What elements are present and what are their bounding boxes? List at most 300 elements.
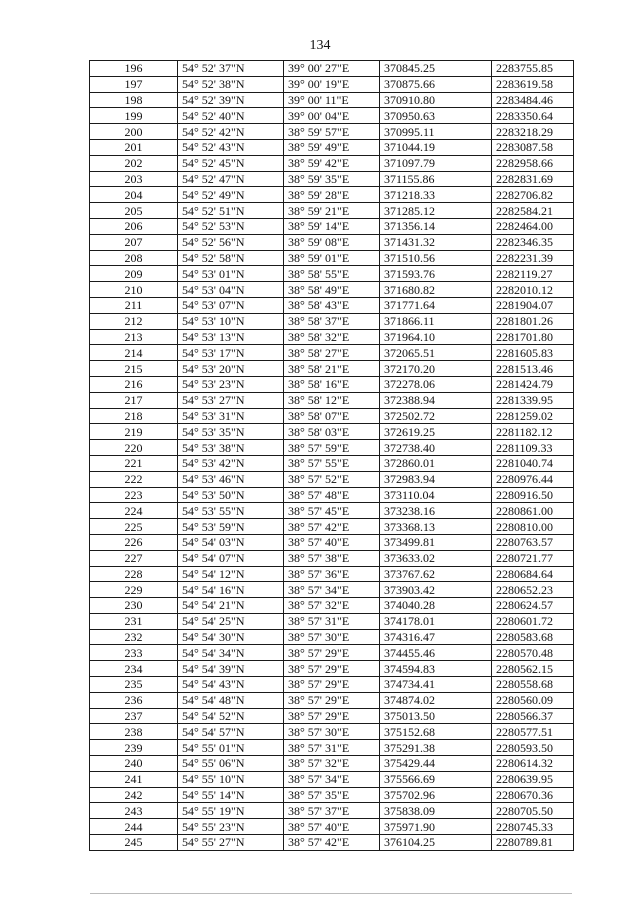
point-number-cell: 205 [90, 203, 178, 219]
table-row [90, 471, 574, 487]
y-coordinate-cell: 2280810.00 [492, 519, 574, 535]
x-coordinate-cell: 374316.47 [380, 629, 492, 645]
x-coordinate-cell: 372278.06 [380, 376, 492, 392]
x-coordinate-cell: 371866.11 [380, 313, 492, 329]
coordinates-table [89, 60, 574, 851]
y-coordinate-cell: 2280614.32 [492, 756, 574, 772]
latitude-cell: 54° 52' 39"N [178, 92, 284, 108]
longitude-cell: 38° 58' 03"E [284, 424, 380, 440]
table-row [90, 645, 574, 661]
y-coordinate-cell: 2280745.33 [492, 819, 574, 835]
point-number-cell: 242 [90, 787, 178, 803]
point-number-cell: 206 [90, 218, 178, 234]
y-coordinate-cell: 2281605.83 [492, 345, 574, 361]
x-coordinate-cell: 372502.72 [380, 408, 492, 424]
longitude-cell: 38° 57' 40"E [284, 819, 380, 835]
table-row [90, 408, 574, 424]
x-coordinate-cell: 372170.20 [380, 361, 492, 377]
table-row [90, 313, 574, 329]
y-coordinate-cell: 2280566.37 [492, 708, 574, 724]
x-coordinate-cell: 372983.94 [380, 471, 492, 487]
latitude-cell: 54° 53' 07"N [178, 297, 284, 313]
latitude-cell: 54° 52' 56"N [178, 234, 284, 250]
point-number-cell: 229 [90, 582, 178, 598]
point-number-cell: 226 [90, 534, 178, 550]
longitude-cell: 38° 57' 29"E [284, 708, 380, 724]
table-row [90, 613, 574, 629]
y-coordinate-cell: 2281513.46 [492, 361, 574, 377]
latitude-cell: 54° 53' 17"N [178, 345, 284, 361]
y-coordinate-cell: 2280916.50 [492, 487, 574, 503]
x-coordinate-cell: 373903.42 [380, 582, 492, 598]
x-coordinate-cell: 373110.04 [380, 487, 492, 503]
x-coordinate-cell: 371431.32 [380, 234, 492, 250]
x-coordinate-cell: 371285.12 [380, 203, 492, 219]
longitude-cell: 38° 59' 14"E [284, 218, 380, 234]
longitude-cell: 38° 59' 57"E [284, 124, 380, 140]
latitude-cell: 54° 53' 55"N [178, 503, 284, 519]
x-coordinate-cell: 371964.10 [380, 329, 492, 345]
longitude-cell: 38° 57' 59"E [284, 440, 380, 456]
x-coordinate-cell: 370910.80 [380, 92, 492, 108]
y-coordinate-cell: 2282346.35 [492, 234, 574, 250]
point-number-cell: 237 [90, 708, 178, 724]
table-row [90, 76, 574, 92]
point-number-cell: 216 [90, 376, 178, 392]
bottom-rule [90, 893, 572, 894]
latitude-cell: 54° 54' 34"N [178, 645, 284, 661]
latitude-cell: 54° 55' 19"N [178, 803, 284, 819]
latitude-cell: 54° 54' 52"N [178, 708, 284, 724]
latitude-cell: 54° 54' 12"N [178, 566, 284, 582]
x-coordinate-cell: 370995.11 [380, 124, 492, 140]
point-number-cell: 232 [90, 629, 178, 645]
x-coordinate-cell: 372065.51 [380, 345, 492, 361]
latitude-cell: 54° 55' 27"N [178, 835, 284, 851]
longitude-cell: 38° 57' 29"E [284, 677, 380, 693]
latitude-cell: 54° 53' 23"N [178, 376, 284, 392]
y-coordinate-cell: 2280577.51 [492, 724, 574, 740]
point-number-cell: 234 [90, 661, 178, 677]
longitude-cell: 38° 59' 21"E [284, 203, 380, 219]
table-row [90, 519, 574, 535]
longitude-cell: 38° 57' 32"E [284, 598, 380, 614]
x-coordinate-cell: 371044.19 [380, 139, 492, 155]
longitude-cell: 38° 57' 52"E [284, 471, 380, 487]
point-number-cell: 212 [90, 313, 178, 329]
y-coordinate-cell: 2281424.79 [492, 376, 574, 392]
table-row [90, 282, 574, 298]
table-row [90, 740, 574, 756]
point-number-cell: 210 [90, 282, 178, 298]
longitude-cell: 38° 57' 55"E [284, 455, 380, 471]
point-number-cell: 220 [90, 440, 178, 456]
x-coordinate-cell: 371771.64 [380, 297, 492, 313]
x-coordinate-cell: 370950.63 [380, 108, 492, 124]
x-coordinate-cell: 370845.25 [380, 61, 492, 77]
y-coordinate-cell: 2280861.00 [492, 503, 574, 519]
latitude-cell: 54° 52' 43"N [178, 139, 284, 155]
y-coordinate-cell: 2282706.82 [492, 187, 574, 203]
point-number-cell: 233 [90, 645, 178, 661]
x-coordinate-cell: 372860.01 [380, 455, 492, 471]
point-number-cell: 221 [90, 455, 178, 471]
longitude-cell: 38° 57' 42"E [284, 835, 380, 851]
latitude-cell: 54° 52' 47"N [178, 171, 284, 187]
point-number-cell: 214 [90, 345, 178, 361]
y-coordinate-cell: 2283484.46 [492, 92, 574, 108]
longitude-cell: 38° 59' 35"E [284, 171, 380, 187]
latitude-cell: 54° 53' 13"N [178, 329, 284, 345]
latitude-cell: 54° 53' 01"N [178, 266, 284, 282]
longitude-cell: 38° 57' 42"E [284, 519, 380, 535]
table-row [90, 629, 574, 645]
point-number-cell: 208 [90, 250, 178, 266]
longitude-cell: 38° 57' 31"E [284, 740, 380, 756]
latitude-cell: 54° 53' 31"N [178, 408, 284, 424]
latitude-cell: 54° 54' 30"N [178, 629, 284, 645]
table-row [90, 582, 574, 598]
longitude-cell: 39° 00' 04"E [284, 108, 380, 124]
longitude-cell: 38° 58' 37"E [284, 313, 380, 329]
table-row [90, 440, 574, 456]
longitude-cell: 38° 58' 12"E [284, 392, 380, 408]
y-coordinate-cell: 2281701.80 [492, 329, 574, 345]
longitude-cell: 38° 57' 30"E [284, 629, 380, 645]
table-row [90, 187, 574, 203]
y-coordinate-cell: 2280652.23 [492, 582, 574, 598]
latitude-cell: 54° 52' 49"N [178, 187, 284, 203]
point-number-cell: 241 [90, 771, 178, 787]
latitude-cell: 54° 53' 10"N [178, 313, 284, 329]
y-coordinate-cell: 2280624.57 [492, 598, 574, 614]
point-number-cell: 213 [90, 329, 178, 345]
table-row [90, 787, 574, 803]
table-row [90, 171, 574, 187]
table-row [90, 392, 574, 408]
y-coordinate-cell: 2281904.07 [492, 297, 574, 313]
point-number-cell: 230 [90, 598, 178, 614]
longitude-cell: 38° 59' 49"E [284, 139, 380, 155]
x-coordinate-cell: 374040.28 [380, 598, 492, 614]
table-row [90, 329, 574, 345]
latitude-cell: 54° 53' 46"N [178, 471, 284, 487]
latitude-cell: 54° 52' 37"N [178, 61, 284, 77]
longitude-cell: 38° 57' 34"E [284, 771, 380, 787]
table-row [90, 218, 574, 234]
point-number-cell: 207 [90, 234, 178, 250]
table-row [90, 376, 574, 392]
latitude-cell: 54° 55' 10"N [178, 771, 284, 787]
table-row [90, 803, 574, 819]
y-coordinate-cell: 2281040.74 [492, 455, 574, 471]
table-row [90, 724, 574, 740]
x-coordinate-cell: 375152.68 [380, 724, 492, 740]
y-coordinate-cell: 2280562.15 [492, 661, 574, 677]
latitude-cell: 54° 53' 27"N [178, 392, 284, 408]
latitude-cell: 54° 53' 42"N [178, 455, 284, 471]
y-coordinate-cell: 2283350.64 [492, 108, 574, 124]
y-coordinate-cell: 2283218.29 [492, 124, 574, 140]
table-row [90, 139, 574, 155]
longitude-cell: 38° 58' 49"E [284, 282, 380, 298]
latitude-cell: 54° 52' 53"N [178, 218, 284, 234]
y-coordinate-cell: 2280583.68 [492, 629, 574, 645]
x-coordinate-cell: 375429.44 [380, 756, 492, 772]
y-coordinate-cell: 2283087.58 [492, 139, 574, 155]
x-coordinate-cell: 375702.96 [380, 787, 492, 803]
y-coordinate-cell: 2280570.48 [492, 645, 574, 661]
table-row [90, 124, 574, 140]
y-coordinate-cell: 2281109.33 [492, 440, 574, 456]
latitude-cell: 54° 54' 57"N [178, 724, 284, 740]
y-coordinate-cell: 2281339.95 [492, 392, 574, 408]
table-row [90, 677, 574, 693]
point-number-cell: 231 [90, 613, 178, 629]
longitude-cell: 38° 57' 38"E [284, 550, 380, 566]
longitude-cell: 38° 59' 42"E [284, 155, 380, 171]
point-number-cell: 201 [90, 139, 178, 155]
latitude-cell: 54° 52' 42"N [178, 124, 284, 140]
x-coordinate-cell: 374874.02 [380, 692, 492, 708]
point-number-cell: 223 [90, 487, 178, 503]
table-row [90, 598, 574, 614]
longitude-cell: 38° 57' 40"E [284, 534, 380, 550]
table-row [90, 534, 574, 550]
y-coordinate-cell: 2281182.12 [492, 424, 574, 440]
x-coordinate-cell: 375838.09 [380, 803, 492, 819]
latitude-cell: 54° 53' 04"N [178, 282, 284, 298]
latitude-cell: 54° 54' 21"N [178, 598, 284, 614]
point-number-cell: 196 [90, 61, 178, 77]
latitude-cell: 54° 52' 38"N [178, 76, 284, 92]
point-number-cell: 238 [90, 724, 178, 740]
y-coordinate-cell: 2282958.66 [492, 155, 574, 171]
x-coordinate-cell: 374594.83 [380, 661, 492, 677]
table-row [90, 835, 574, 851]
x-coordinate-cell: 371680.82 [380, 282, 492, 298]
point-number-cell: 211 [90, 297, 178, 313]
table-row [90, 503, 574, 519]
y-coordinate-cell: 2280601.72 [492, 613, 574, 629]
y-coordinate-cell: 2282010.12 [492, 282, 574, 298]
point-number-cell: 225 [90, 519, 178, 535]
y-coordinate-cell: 2280976.44 [492, 471, 574, 487]
longitude-cell: 38° 58' 55"E [284, 266, 380, 282]
x-coordinate-cell: 373499.81 [380, 534, 492, 550]
latitude-cell: 54° 55' 06"N [178, 756, 284, 772]
y-coordinate-cell: 2283755.85 [492, 61, 574, 77]
latitude-cell: 54° 55' 01"N [178, 740, 284, 756]
table-row [90, 266, 574, 282]
latitude-cell: 54° 54' 43"N [178, 677, 284, 693]
longitude-cell: 38° 57' 36"E [284, 566, 380, 582]
point-number-cell: 200 [90, 124, 178, 140]
table-row [90, 455, 574, 471]
x-coordinate-cell: 374455.46 [380, 645, 492, 661]
latitude-cell: 54° 52' 58"N [178, 250, 284, 266]
table-row [90, 155, 574, 171]
point-number-cell: 239 [90, 740, 178, 756]
point-number-cell: 224 [90, 503, 178, 519]
x-coordinate-cell: 372388.94 [380, 392, 492, 408]
latitude-cell: 54° 54' 07"N [178, 550, 284, 566]
latitude-cell: 54° 54' 25"N [178, 613, 284, 629]
x-coordinate-cell: 373767.62 [380, 566, 492, 582]
point-number-cell: 204 [90, 187, 178, 203]
y-coordinate-cell: 2280684.64 [492, 566, 574, 582]
x-coordinate-cell: 371218.33 [380, 187, 492, 203]
longitude-cell: 38° 57' 37"E [284, 803, 380, 819]
latitude-cell: 54° 55' 23"N [178, 819, 284, 835]
point-number-cell: 235 [90, 677, 178, 693]
latitude-cell: 54° 53' 35"N [178, 424, 284, 440]
point-number-cell: 199 [90, 108, 178, 124]
point-number-cell: 215 [90, 361, 178, 377]
latitude-cell: 54° 53' 38"N [178, 440, 284, 456]
longitude-cell: 39° 00' 19"E [284, 76, 380, 92]
y-coordinate-cell: 2280705.50 [492, 803, 574, 819]
x-coordinate-cell: 373238.16 [380, 503, 492, 519]
longitude-cell: 38° 58' 32"E [284, 329, 380, 345]
y-coordinate-cell: 2282464.00 [492, 218, 574, 234]
y-coordinate-cell: 2280593.50 [492, 740, 574, 756]
x-coordinate-cell: 373633.02 [380, 550, 492, 566]
longitude-cell: 38° 58' 43"E [284, 297, 380, 313]
table-row [90, 61, 574, 77]
latitude-cell: 54° 52' 40"N [178, 108, 284, 124]
table-row [90, 297, 574, 313]
x-coordinate-cell: 375013.50 [380, 708, 492, 724]
y-coordinate-cell: 2282831.69 [492, 171, 574, 187]
point-number-cell: 243 [90, 803, 178, 819]
y-coordinate-cell: 2281801.26 [492, 313, 574, 329]
x-coordinate-cell: 371155.86 [380, 171, 492, 187]
longitude-cell: 38° 58' 27"E [284, 345, 380, 361]
x-coordinate-cell: 376104.25 [380, 835, 492, 851]
y-coordinate-cell: 2280721.77 [492, 550, 574, 566]
y-coordinate-cell: 2280789.81 [492, 835, 574, 851]
x-coordinate-cell: 371356.14 [380, 218, 492, 234]
table-row [90, 203, 574, 219]
latitude-cell: 54° 54' 03"N [178, 534, 284, 550]
point-number-cell: 236 [90, 692, 178, 708]
page-number: 134 [309, 38, 331, 53]
latitude-cell: 54° 54' 48"N [178, 692, 284, 708]
table-row [90, 345, 574, 361]
point-number-cell: 217 [90, 392, 178, 408]
longitude-cell: 38° 57' 32"E [284, 756, 380, 772]
point-number-cell: 197 [90, 76, 178, 92]
longitude-cell: 38° 59' 08"E [284, 234, 380, 250]
longitude-cell: 38° 57' 29"E [284, 645, 380, 661]
longitude-cell: 38° 57' 48"E [284, 487, 380, 503]
table-row [90, 361, 574, 377]
table-row [90, 661, 574, 677]
point-number-cell: 222 [90, 471, 178, 487]
longitude-cell: 38° 59' 01"E [284, 250, 380, 266]
latitude-cell: 54° 52' 51"N [178, 203, 284, 219]
y-coordinate-cell: 2282119.27 [492, 266, 574, 282]
latitude-cell: 54° 55' 14"N [178, 787, 284, 803]
longitude-cell: 38° 58' 16"E [284, 376, 380, 392]
y-coordinate-cell: 2280670.36 [492, 787, 574, 803]
point-number-cell: 227 [90, 550, 178, 566]
latitude-cell: 54° 53' 50"N [178, 487, 284, 503]
coordinates-table-body [90, 61, 574, 851]
point-number-cell: 202 [90, 155, 178, 171]
longitude-cell: 38° 57' 35"E [284, 787, 380, 803]
longitude-cell: 38° 58' 07"E [284, 408, 380, 424]
longitude-cell: 38° 57' 30"E [284, 724, 380, 740]
latitude-cell: 54° 53' 20"N [178, 361, 284, 377]
table-row [90, 708, 574, 724]
longitude-cell: 39° 00' 11"E [284, 92, 380, 108]
longitude-cell: 39° 00' 27"E [284, 61, 380, 77]
point-number-cell: 245 [90, 835, 178, 851]
table-row [90, 92, 574, 108]
point-number-cell: 219 [90, 424, 178, 440]
table-row [90, 250, 574, 266]
x-coordinate-cell: 373368.13 [380, 519, 492, 535]
latitude-cell: 54° 54' 39"N [178, 661, 284, 677]
point-number-cell: 228 [90, 566, 178, 582]
longitude-cell: 38° 57' 29"E [284, 692, 380, 708]
y-coordinate-cell: 2280639.95 [492, 771, 574, 787]
y-coordinate-cell: 2280558.68 [492, 677, 574, 693]
table-row [90, 108, 574, 124]
longitude-cell: 38° 57' 45"E [284, 503, 380, 519]
x-coordinate-cell: 372738.40 [380, 440, 492, 456]
longitude-cell: 38° 57' 34"E [284, 582, 380, 598]
x-coordinate-cell: 375971.90 [380, 819, 492, 835]
table-row [90, 566, 574, 582]
table-row [90, 692, 574, 708]
x-coordinate-cell: 371097.79 [380, 155, 492, 171]
table-row [90, 819, 574, 835]
point-number-cell: 198 [90, 92, 178, 108]
point-number-cell: 203 [90, 171, 178, 187]
point-number-cell: 209 [90, 266, 178, 282]
x-coordinate-cell: 375291.38 [380, 740, 492, 756]
x-coordinate-cell: 371593.76 [380, 266, 492, 282]
point-number-cell: 240 [90, 756, 178, 772]
latitude-cell: 54° 53' 59"N [178, 519, 284, 535]
x-coordinate-cell: 374734.41 [380, 677, 492, 693]
x-coordinate-cell: 375566.69 [380, 771, 492, 787]
table-row [90, 771, 574, 787]
table-row [90, 487, 574, 503]
y-coordinate-cell: 2281259.02 [492, 408, 574, 424]
y-coordinate-cell: 2280560.09 [492, 692, 574, 708]
y-coordinate-cell: 2282231.39 [492, 250, 574, 266]
x-coordinate-cell: 371510.56 [380, 250, 492, 266]
longitude-cell: 38° 57' 31"E [284, 613, 380, 629]
longitude-cell: 38° 57' 29"E [284, 661, 380, 677]
y-coordinate-cell: 2283619.58 [492, 76, 574, 92]
point-number-cell: 244 [90, 819, 178, 835]
latitude-cell: 54° 52' 45"N [178, 155, 284, 171]
table-row [90, 234, 574, 250]
table-row [90, 424, 574, 440]
table-row [90, 550, 574, 566]
table-row [90, 756, 574, 772]
point-number-cell: 218 [90, 408, 178, 424]
x-coordinate-cell: 374178.01 [380, 613, 492, 629]
longitude-cell: 38° 58' 21"E [284, 361, 380, 377]
x-coordinate-cell: 370875.66 [380, 76, 492, 92]
y-coordinate-cell: 2280763.57 [492, 534, 574, 550]
